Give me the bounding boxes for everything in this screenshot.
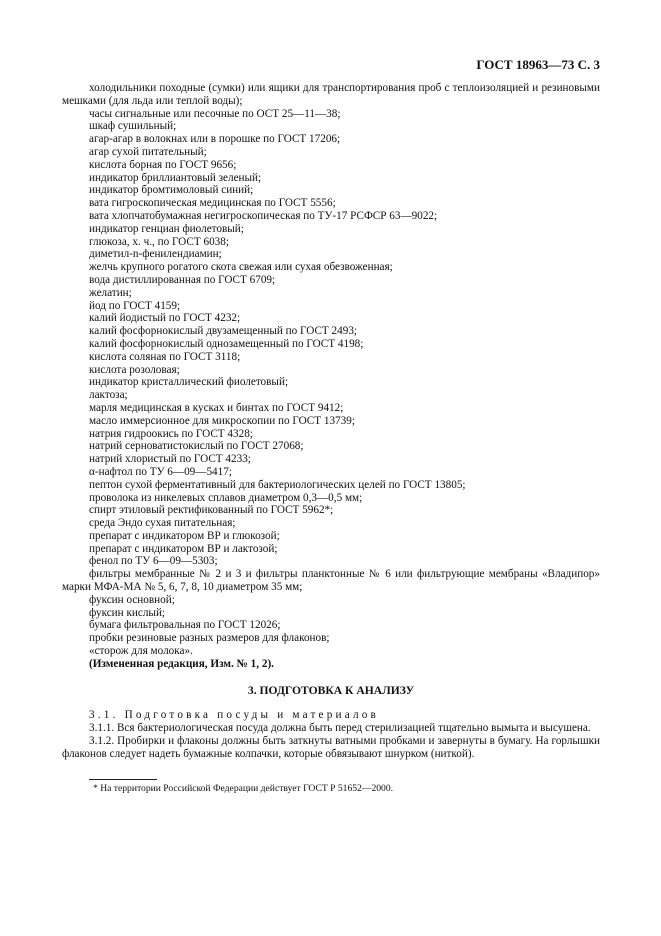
list-item: фенол по ТУ 6—09—5303;: [89, 555, 218, 568]
list-item: калий йодистый по ГОСТ 4232;: [89, 312, 241, 325]
list-item: среда Эндо сухая питательная;: [89, 517, 236, 530]
list-item: глюкоза, х. ч., по ГОСТ 6038;: [89, 235, 229, 248]
list-item: препарат с индикатором ВР и глюкозой;: [89, 529, 280, 542]
list-item: желчь крупного рогатого скота свежая или сухая обезвоженная;: [89, 261, 393, 274]
subsection-title: 3.1. Подготовка посуды и материалов: [89, 709, 380, 722]
list-item: диметил-n-фенилендиамин;: [89, 248, 222, 261]
footnote-divider: [89, 779, 157, 780]
list-item: часы сигнальные или песочные по ОСТ 25—11—38;: [89, 107, 341, 120]
edition-note: (Измененная редакция, Изм. № 1, 2).: [89, 657, 274, 670]
list-item: лактоза;: [89, 389, 128, 402]
list-item: пептон сухой ферментативный для бактериологических целей по ГОСТ 13805;: [89, 478, 466, 491]
list-item: масло иммерсионное для микроскопии по ГОСТ 13739;: [89, 414, 355, 427]
list-item: индикатор бромтимоловый синий;: [89, 184, 254, 197]
list-item: кислота соляная по ГОСТ 3118;: [89, 350, 241, 363]
list-item: фуксин основной;: [89, 593, 175, 606]
list-item: индикатор генциан фиолетовый;: [89, 222, 244, 235]
list-item: индикатор кристаллический фиолетовый;: [89, 376, 289, 389]
list-item: вата хлопчатобумажная негигроскопическая по ТУ-17 РСФСР 63—9022;: [89, 209, 438, 222]
list-item: марля медицинская в кусках и бинтах по ГОСТ 9412;: [89, 401, 344, 414]
list-item: йод по ГОСТ 4159;: [89, 299, 181, 312]
list-item: α-нафтол по ТУ 6—09—5417;: [89, 465, 232, 478]
footnote: * На территории Российской Федерации действует ГОСТ Р 51652—2000.: [93, 782, 394, 794]
materials-list: [62, 82, 600, 658]
list-item: вода дистиллированная по ГОСТ 6709;: [89, 273, 276, 286]
list-item: бумага фильтровальная по ГОСТ 12026;: [89, 619, 281, 632]
list-item: проволока из никелевых сплавов диаметром 0,3—0,5 мм;: [89, 491, 363, 504]
list-item: холодильники походные (сумки) или ящики для транспортирования проб с теплоизоляцией и резиновыми мешками (для льда или теплой воды);: [62, 82, 600, 107]
list-item: кислота борная по ГОСТ 9656;: [89, 158, 237, 171]
list-item: спирт этиловый ректификованный по ГОСТ 5962*;: [89, 504, 334, 517]
list-item: фильтры мембранные № 2 и 3 и фильтры планктонные № 6 или фильтрующие мембраны «Владипор» марки МФА-МА № 5, 6, 7, 8, 10 диаметром 35 мм;: [62, 568, 600, 594]
list-item: фуксин кислый;: [89, 606, 166, 619]
list-item: калий фосфорнокислый двузамещенный по ГОСТ 2493;: [89, 325, 358, 338]
page-header: ГОСТ 18963—73 С. 3: [476, 57, 600, 72]
list-item: агар сухой питательный;: [89, 145, 207, 158]
paragraph-3-1-2: 3.1.2. Пробирки и флаконы должны быть заткнуты ватными пробками и завернуты в бумагу. На горлышки флаконов следует надеть бумажные колпачки, которые обвязывают шнурком (ниткой).: [62, 735, 600, 760]
document-body: [62, 82, 600, 795]
list-item: шкаф сушильный;: [89, 120, 177, 133]
list-item: натрий хлористый по ГОСТ 4233;: [89, 453, 251, 466]
list-item: «сторож для молока».: [89, 645, 193, 658]
list-item: желатин;: [89, 286, 132, 299]
list-item: препарат с индикатором ВР и лактозой;: [89, 542, 278, 555]
list-item: калий фосфорнокислый однозамещенный по ГОСТ 4198;: [89, 337, 364, 350]
list-item: пробки резиновые разных размеров для флаконов;: [89, 632, 330, 645]
list-item: индикатор бриллиантовый зеленый;: [89, 171, 262, 184]
list-item: кислота розоловая;: [89, 363, 180, 376]
list-item: натрия гидроокись по ГОСТ 4328;: [89, 427, 253, 440]
list-item: вата гигроскопическая медицинская по ГОСТ 5556;: [89, 197, 336, 210]
section-title: 3. ПОДГОТОВКА К АНАЛИЗУ: [247, 683, 415, 697]
paragraph-3-1-1: 3.1.1. Вся бактериологическая посуда должна быть перед стерилизацией тщательно вымыта и высушена.: [89, 722, 591, 735]
list-item: натрий серноватистокислый по ГОСТ 27068;: [89, 440, 304, 453]
list-item: агар-агар в волокнах или в порошке по ГОСТ 17206;: [89, 133, 341, 146]
